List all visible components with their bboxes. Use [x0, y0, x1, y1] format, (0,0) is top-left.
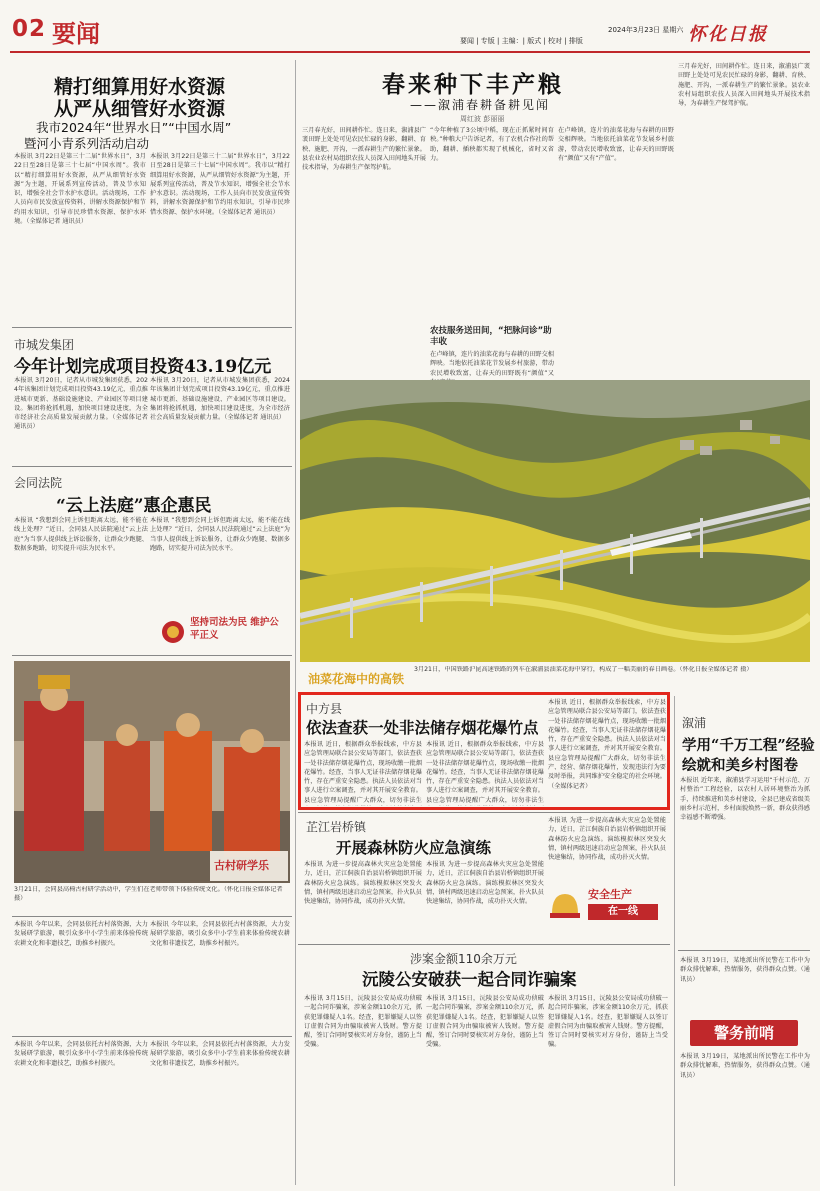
left1-subhead-1: 我市2024年“世界水日”“中国水周” — [36, 120, 232, 135]
header-meta: 要闻 | 专版 | 主编：| 版式 | 校对 | 排版 — [460, 37, 583, 45]
mid1-kicker: 芷江岩桥镇 — [306, 820, 367, 834]
safety-badge — [548, 884, 664, 930]
right1-headline-1: 学用“千万工程”经验 — [682, 737, 815, 754]
divider — [298, 944, 670, 945]
left3-headline: “云上法庭”惠企惠民 — [56, 496, 212, 516]
feature-body-col1: 本报讯 近日，根据群众举报线索，中方县应急管理局联合县公安局等部门，依法查获一处非法储存烟花爆竹点，现场收缴一批烟花爆竹。经查，当事人无证非法储存烟花爆竹，存在严重安全隐患。执法人员依法对当事人进行立案调查，并对其开展安全教育。县应急管理局提醒广大群众，切勿非法生 — [304, 741, 422, 804]
lead-body-col3: 在卢峰镇，连片的油菜花海与春耕的田野交相辉映。当地依托油菜花节发展乡村旅游，带动农民增收致富，让春天的田野既有“颜值”又有“产值”。 — [558, 127, 674, 162]
left3-kicker: 会同法院 — [14, 476, 63, 490]
photo-label: 古村研学乐 — [214, 859, 269, 872]
safety-badge-line1: 安全生产 — [588, 888, 632, 901]
court-emblem-icon — [160, 616, 186, 648]
mid1-body-col1: 本报讯 为进一步提高森林火灾应急处置能力，近日，芷江侗族自治县岩桥镇组织开展森林防火应急演练。演练模拟林区突发火情，镇村两级迅速启动应急预案，扑火队员快速集结，协同作战，成功扑灭火情。 — [304, 861, 422, 906]
divider — [12, 466, 292, 467]
lead-body-col1: 三月春光好，田间耕作忙。连日来，溆浦县广袤田野上处处可见农民忙碌的身影，翻耕、育秧、施肥、开沟，一派春耕生产的繁忙景象。县农业农村局组织农技人员深入田间地头开展技术指导，为春耕生产保驾护航。 — [302, 127, 426, 172]
column-divider — [295, 60, 296, 1185]
left4-body-col2: 本报讯 今年以来，会同县依托古村落资源，大力发展研学旅游，吸引众多中小学生前来体验传统农耕文化和非遗技艺，助推乡村振兴。 — [150, 921, 290, 947]
right1-kicker: 溆浦 — [682, 716, 707, 730]
left4-body-col1: 本报讯 今年以来，会同县依托古村落资源，大力发展研学旅游，吸引众多中小学生前来体验传统农耕文化和非遗技艺，助推乡村振兴。 — [14, 921, 148, 947]
mid1-headline: 开展森林防火应急演练 — [336, 838, 492, 857]
police-column-title: 警务前哨 — [690, 1020, 798, 1046]
divider — [12, 655, 292, 656]
issue-date: 2024年3月23日 星期六 — [608, 26, 684, 34]
mid1-body-col2: 本报讯 为进一步提高森林火灾应急处置能力，近日，芷江侗族自治县岩桥镇组织开展森林防火应急演练。演练模拟林区突发火情，镇村两级迅速启动应急预案，扑火队员快速集结，协同作战，成功扑灭火情。 — [426, 861, 544, 906]
newspaper-logo: 怀化日报 — [688, 24, 768, 45]
research-trip-photo — [14, 661, 290, 883]
divider — [12, 916, 292, 917]
right1-headline-2: 绘就和美乡村图卷 — [682, 757, 798, 774]
lead-subhead: ——溆浦春耕备耕见闻 — [410, 98, 551, 112]
lead-section2-title: 农技服务送田间，“把脉问诊”助丰收 — [430, 326, 552, 347]
left3-body-col2: 本报讯 “我想到会同上诉但距离太远，能不能在线上处理？”近日，会同县人民法院通过“云上法庭”为当事人提供线上诉讼服务，让群众少跑腿、数据多跑路，切实提升司法为民水平。 — [150, 517, 290, 552]
divider — [12, 1036, 292, 1037]
lead-photo-title: 油菜花海中的高铁 — [308, 672, 405, 686]
mid1-body-col3: 本报讯 为进一步提高森林火灾应急处置能力，近日，芷江侗族自治县岩桥镇组织开展森林防火应急演练。演练模拟林区突发火情，镇村两级迅速启动应急预案，扑火队员快速集结，协同作战，成功扑灭火情。 — [548, 817, 666, 862]
safety-badge-line2: 在一线 — [588, 904, 658, 920]
divider — [678, 950, 810, 951]
right1-body: 本报讯 近年来，溆浦县学习运用“千村示范、万村整治”工程经验，以农村人居环境整治为抓手，持续推进和美乡村建设，全县已建成省级美丽乡村示范村，乡村面貌焕然一新，群众获得感幸福感不断增强。 — [680, 777, 810, 822]
left1-headline-2: 从严从细管好水资源 — [54, 98, 226, 120]
left2-headline: 今年计划完成项目投资43.19亿元 — [14, 357, 272, 377]
right2-body: 本报讯 3月19日，某地派出所民警在工作中为群众排忧解难，热情服务，获得群众点赞。（通讯员） — [680, 1053, 810, 1079]
left5-body-col1: 本报讯 今年以来，会同县依托古村落资源，大力发展研学旅游，吸引众多中小学生前来体验传统农耕文化和非遗技艺，助推乡村振兴。 — [14, 1041, 148, 1067]
lead-body-col2b: 在卢峰镇，连片的油菜花海与春耕的田野交相辉映。当地依托油菜花节发展乡村旅游，带动农民增收致富，让春天的田野既有“颜值”又 — [430, 351, 554, 377]
left1-body-col2: 本报讯 3月22日是第三十二届“世界水日”，3月22日至28日是第三十七届“中国水周”。我市以“精打细算用好水资源，从严从细管好水资源”为主题，开展系列宣传活动，普及节水知识，增强全社会节水护水意识。活动现场，工作人员向市民发放宣传资料，讲解水资源保护和节约用水知识，引导市民珍惜水资源、保护水环境。（全媒体记者 通讯员） — [150, 153, 290, 216]
left2-kicker: 市城发集团 — [14, 338, 75, 352]
left1-body-col1: 本报讯 3月22日是第三十二届“世界水日”，3月22日至28日是第三十七届“中国水周”。我市以“精打细算用好水资源，从严从细管好水资源”为主题，开展系列宣传活动，普及节水知识，增强全社会节水护水意识。活动现场，工作人员向市民发放宣传资料，讲解水资源保护和节约用水知识，引导市民珍惜水资源、保护水环境。（全媒体记者 通讯员） — [14, 153, 146, 226]
header-rule — [10, 51, 810, 53]
left2-body-col2: 本报讯 3月20日，记者从市城发集团获悉，2024年该集团计划完成项目投资43.19亿元，重点推进城市更新、基础设施建设、产业园区等项目建设。集团将抢抓机遇，加快项目建设进度，为全市经济社会高质量发展贡献力量。（全媒体记者 通讯员） — [150, 377, 290, 422]
lead-byline: 周红波 彭丽丽 — [460, 115, 505, 123]
feature-kicker: 中方县 — [306, 702, 343, 716]
safety-helmet-icon — [548, 886, 582, 926]
left3-body-col1: 本报讯 “我想到会同上诉但距离太远，能不能在线上处理？”近日，会同县人民法院通过“云上法庭”为当事人提供线上诉讼服务，让群众少跑腿、数据多跑路，切实提升司法为民水平。 — [14, 517, 148, 552]
lead-body-col2: “今年种植了3公顷中稻，现在正抓紧时间育秧。”种粮大户告诉记者，有了农机合作社的帮助，翻耕、插秧都实现了机械化，省时又省力。 — [430, 127, 554, 162]
bottom-headline: 沅陵公安破获一起合同诈骗案 — [362, 970, 577, 989]
left2-body-col1: 本报讯 3月20日，记者从市城发集团获悉，2024年该集团计划完成项目投资43.19亿元，重点推进城市更新、基础设施建设、产业园区等项目建设。集团将抢抓机遇，加快项目建设进度，为全市经济社会高质量发展贡献力量。（全媒体记者 通讯员） — [14, 377, 148, 431]
column-divider — [674, 696, 675, 1186]
feature-headline: 依法查获一处非法储存烟花爆竹点 — [306, 718, 539, 737]
lead-photo — [300, 380, 810, 662]
court-banner — [160, 614, 286, 650]
bottom-body-col2: 本报讯 3月15日，沅陵县公安局成功侦破一起合同诈骗案，涉案金额110余万元，抓获犯罪嫌疑人1名。经查，犯罪嫌疑人以签订虚假合同为由骗取被害人钱财。警方提醒，签订合同时要核实对方身份，谨防上当受骗。 — [426, 995, 544, 1049]
feature-body-col3: 本报讯 近日，根据群众举报线索，中方县应急管理局联合县公安局等部门，依法查获一处非法储存烟花爆竹点，现场收缴一批烟花爆竹。经查，当事人无证非法储存烟花爆竹，存在严重安全隐患。执法人员依法对当事人进行立案调查，并对其开展安全教育。县应急管理局提醒广大群众，切勿非法生产、经营、储存烟花爆竹，发现违法行为要及时举报，共同维护安全稳定的社会环境。（全媒体记者） — [548, 699, 666, 790]
lead-photo-caption: 3月21日，中国铁路沪昆高速铁路的列车在溆浦县油菜花海中穿行，构成了一幅美丽的春日画卷。（怀化日报全媒体记者 摄） — [414, 666, 753, 673]
court-banner-text: 坚持司法为民 维护公平正义 — [190, 617, 279, 641]
bottom-body-col3: 本报讯 3月15日，沅陵县公安局成功侦破一起合同诈骗案，涉案金额110余万元，抓获犯罪嫌疑人1名。经查，犯罪嫌疑人以签订虚假合同为由骗取被害人钱财。警方提醒，签订合同时要核实对方身份，谨防上当受骗。 — [548, 995, 668, 1049]
page-number: 02 — [12, 16, 47, 42]
right2-body-top: 本报讯 3月19日，某地派出所民警在工作中为群众排忧解难，热情服务，获得群众点赞。（通讯员） — [680, 957, 810, 983]
bottom-kicker: 涉案金额110余万元 — [410, 952, 517, 966]
left4-caption: 3月21日，会同县高椅古村研学活动中，学生们在老师带领下体验传统文化。（怀化日报全媒体记者 摄） — [14, 886, 283, 902]
left1-headline-1: 精打细算用好水资源 — [54, 76, 226, 98]
lead-body-col4: 三月春光好，田间耕作忙。连日来，溆浦县广袤田野上处处可见农民忙碌的身影，翻耕、育秧、施肥、开沟，一派春耕生产的繁忙景象。县农业农村局组织农技人员深入田间地头开展技术指导，为春耕生产保驾护航。 — [678, 63, 810, 108]
section-title: 要闻 — [52, 19, 100, 48]
left5-body-col2: 本报讯 今年以来，会同县依托古村落资源，大力发展研学旅游，吸引众多中小学生前来体验传统农耕文化和非遗技艺，助推乡村振兴。 — [150, 1041, 290, 1067]
divider — [298, 812, 670, 813]
left1-subhead-2: 暨河小青系列活动启动 — [24, 136, 150, 151]
lead-headline: 春来种下丰产粮 — [382, 71, 564, 98]
feature-body-col2: 本报讯 近日，根据群众举报线索，中方县应急管理局联合县公安局等部门，依法查获一处非法储存烟花爆竹点，现场收缴一批烟花爆竹。经查，当事人无证非法储存烟花爆竹，存在严重安全隐患。执法人员依法对当事人进行立案调查，并对其开展安全教育。县应急管理局提醒广大群众，切勿非法生 — [426, 741, 544, 804]
bottom-body-col1: 本报讯 3月15日，沅陵县公安局成功侦破一起合同诈骗案，涉案金额110余万元，抓获犯罪嫌疑人1名。经查，犯罪嫌疑人以签订虚假合同为由骗取被害人钱财。警方提醒，签订合同时要核实对方身份，谨防上当受骗。 — [304, 995, 422, 1049]
divider — [12, 327, 292, 328]
